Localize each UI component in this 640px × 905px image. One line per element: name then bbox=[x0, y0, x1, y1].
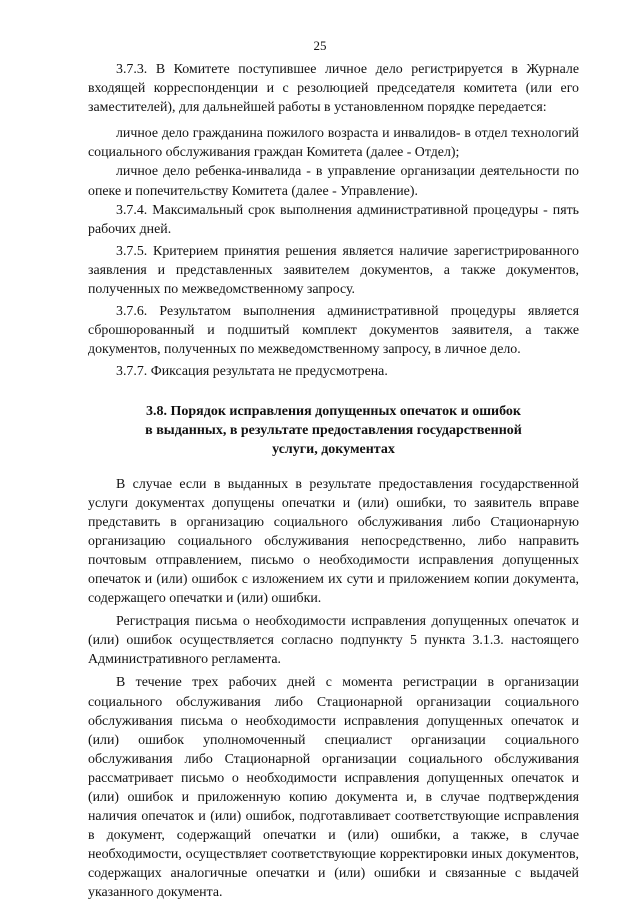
paragraph-3-7-5: 3.7.5. Критерием принятия решения является наличие зарегистрированного заявления и представленных заявителем документов, а также документов, полученных по межведомственному запросу. bbox=[88, 243, 579, 298]
section-heading-line: услуги, документах bbox=[272, 441, 395, 457]
paragraph-error-report: В случае если в выданных в результате предоставления государственной услуги документах допущены опечатки и (или) ошибки, то заявитель вправе представить в организацию социального обслуживания либо Стационарную организацию социального обслуживания непосредственно, либо направить почтовым отправлением, письмо о необходимости исправления допущенных опечаток и (или) ошибок с изложением их сути и приложением копии документа, содержащего опечатки и (или) ошибки. bbox=[88, 476, 579, 607]
section-heading-line: 3.8. Порядок исправления допущенных опечаток и ошибок bbox=[146, 403, 521, 419]
paragraph-child-case: личное дело ребенка-инвалида - в управление организации деятельности по опеке и попечительству Комитета (далее - Управление). bbox=[88, 164, 579, 199]
section-heading-3-8 bbox=[88, 402, 579, 459]
document-body bbox=[88, 60, 579, 903]
page-number: 25 bbox=[313, 38, 327, 53]
paragraph-3-7-3: 3.7.3. В Комитете поступившее личное дело регистрируется в Журнале входящей корреспонденции и с резолюцией председателя комитета (или его заместителей), для дальнейшей работы в установленном порядке передается: bbox=[88, 62, 579, 116]
paragraph-3-7-6: 3.7.6. Результатом выполнения административной процедуры является сброшюрованный и подшитый комплект документов заявителя, а также документов, полученных по межведомственному запросу, в личное дело. bbox=[88, 304, 579, 358]
paragraph-3-7-4: 3.7.4. Максимальный срок выполнения административной процедуры - пять рабочих дней. bbox=[88, 202, 579, 237]
paragraph-elderly-case: личное дело гражданина пожилого возраста и инвалидов- в отдел технологий социального обслуживания граждан Комитета (далее - Отдел); bbox=[88, 126, 579, 161]
paragraph-registration: Регистрация письма о необходимости исправления допущенных опечаток и (или) ошибок осуществляется согласно подпункту 5 пункта 3.1.3. настоящего Административного регламента. bbox=[88, 614, 579, 668]
section-heading-line: в выданных, в результате предоставления государственной bbox=[145, 422, 522, 438]
paragraph-three-days: В течение трех рабочих дней с момента регистрации в организации социального обслуживания либо Стационарной организации социального обслуживания письма о необходимости исправления допущенных опечаток и (или) ошибок уполномоченный специалист организации социального обслуживания либо Стационарной организации социального обслуживания рассматривает письмо о необходимости исправления допущенных опечаток и (или) ошибок и приложенную копию документа и, в случае подтверждения наличия опечаток и (или) ошибок, подготавливает соответствующие исправления в документ, содержащий опечатки и (или) ошибки, а также, в случае необходимости, осуществляет соответствующие корректировки иных документов, содержащих аналогичные опечатки и (или) ошибки и связанные с выдачей указанного документа. bbox=[88, 675, 579, 901]
paragraph-3-7-7: 3.7.7. Фиксация результата не предусмотрена. bbox=[116, 364, 388, 380]
